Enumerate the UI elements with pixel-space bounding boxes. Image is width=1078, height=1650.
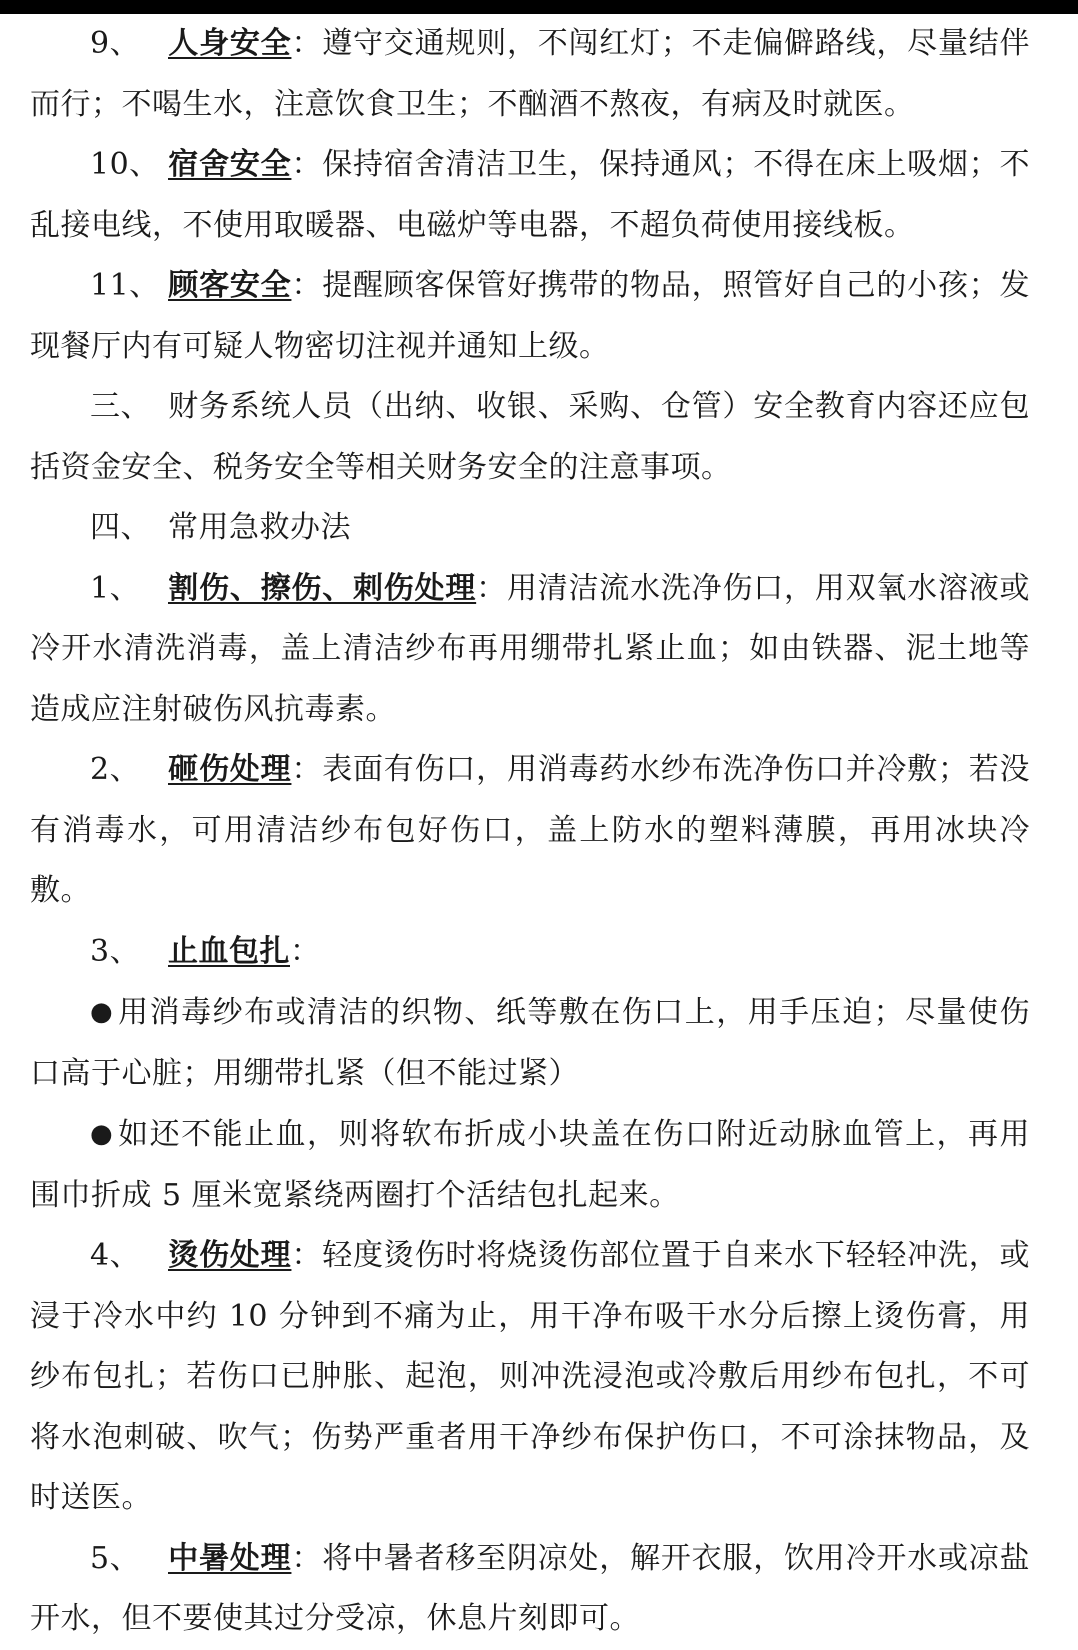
top-status-bar bbox=[0, 0, 1078, 14]
paragraph-burn-treatment bbox=[30, 1226, 1030, 1529]
item-number: 3、 bbox=[90, 933, 141, 969]
paragraph-dorm-safety bbox=[30, 135, 1030, 256]
item-text: 轻度烫伤时将烧烫伤部位置于自来水下轻轻冲洗，或浸于冷水中约 10 分钟到不痛为止，用干净布吸干水分后擦上烫伤膏，用纱布包扎；若伤口已肿胀、起泡，则冲洗浸泡或冷敷后用纱布包扎，不可将水泡刺破、吹气；伤势严重者用干净纱布保护伤口，不可涂抹物品，及时送医。 bbox=[30, 1238, 1031, 1515]
bullet-icon: ● bbox=[90, 1119, 115, 1149]
paragraph-cut-wound bbox=[30, 559, 1030, 741]
item-text: 提醒顾客保管好携带的物品，照管好自己的小孩；发现餐厅内有可疑人物密切注视并通知上级。 bbox=[30, 268, 1031, 364]
item-separator: ： bbox=[291, 147, 323, 182]
section-number: 四、 bbox=[90, 510, 151, 545]
section-title: 常用急救办法 bbox=[168, 510, 351, 545]
item-number: 11、 bbox=[90, 268, 160, 303]
item-number: 5、 bbox=[90, 1540, 141, 1576]
paragraph-customer-safety bbox=[30, 256, 1030, 377]
item-separator: ： bbox=[291, 26, 323, 61]
item-keyword: 人身安全 bbox=[168, 26, 292, 61]
bullet-text: 如还不能止血，则将软布折成小块盖在伤口附近动脉血管上，再用围巾折成 5 厘米宽紧绕两圈打个活结包扎起来。 bbox=[30, 1117, 1031, 1213]
item-text: 表面有伤口，用消毒药水纱布洗净伤口并冷敷；若没有消毒水，可用清洁纱布包好伤口，盖上防水的塑料薄膜，再用冰块冷敷。 bbox=[30, 752, 1031, 908]
section-number: 三、 bbox=[90, 389, 151, 424]
item-number: 4、 bbox=[90, 1238, 141, 1273]
bullet-item-tourniquet bbox=[30, 1104, 1030, 1226]
item-separator: ： bbox=[291, 1540, 323, 1576]
item-keyword: 烫伤处理 bbox=[168, 1238, 292, 1273]
document-body bbox=[30, 14, 1030, 1650]
item-separator: ： bbox=[291, 268, 323, 303]
item-number: 1、 bbox=[90, 570, 141, 606]
item-separator: ： bbox=[291, 752, 323, 787]
item-number: 9、 bbox=[90, 26, 141, 61]
item-keyword: 割伤、擦伤、刺伤处理 bbox=[168, 570, 477, 606]
item-text: 将中暑者移至阴凉处，解开衣服，饮用冷开水或凉盐开水，但不要使其过分受凉，休息片刻即可。 bbox=[30, 1540, 1031, 1636]
item-separator: ： bbox=[291, 1238, 323, 1273]
item-keyword: 顾客安全 bbox=[168, 268, 292, 303]
item-keyword: 宿舍安全 bbox=[168, 147, 292, 182]
bullet-item-compress bbox=[30, 982, 1030, 1104]
bullet-text: 用消毒纱布或清洁的织物、纸等敷在伤口上，用手压迫；尽量使伤口高于心脏；用绷带扎紧（但不能过紧） bbox=[30, 995, 1031, 1091]
item-text: 用清洁流水洗净伤口，用双氧水溶液或冷开水清洗消毒，盖上清洁纱布再用绷带扎紧止血；如由铁器、泥土地等造成应注射破伤风抗毒素。 bbox=[30, 570, 1031, 727]
paragraph-personal-safety bbox=[30, 14, 1030, 135]
paragraph-finance-safety bbox=[30, 377, 1030, 498]
section-text: 财务系统人员（出纳、收银、采购、仓管）安全教育内容还应包括资金安全、税务安全等相关财务安全的注意事项。 bbox=[30, 389, 1030, 485]
item-keyword: 中暑处理 bbox=[168, 1540, 292, 1576]
item-separator: ： bbox=[476, 570, 507, 606]
section-heading-first-aid bbox=[30, 498, 1030, 559]
paragraph-crush-injury bbox=[30, 740, 1030, 922]
bullet-icon: ● bbox=[90, 997, 115, 1027]
item-separator: ： bbox=[290, 933, 321, 969]
item-number: 10、 bbox=[90, 147, 160, 182]
item-keyword: 止血包扎 bbox=[168, 933, 290, 969]
item-text: 遵守交通规则，不闯红灯；不走偏僻路线，尽量结伴而行；不喝生水，注意饮食卫生；不酗酒不熬夜，有病及时就医。 bbox=[30, 26, 1031, 122]
paragraph-bleeding-control bbox=[30, 922, 1030, 983]
paragraph-heatstroke bbox=[30, 1529, 1030, 1650]
item-text: 保持宿舍清洁卫生，保持通风；不得在床上吸烟；不乱接电线，不使用取暖器、电磁炉等电器，不超负荷使用接线板。 bbox=[30, 147, 1031, 243]
item-keyword: 砸伤处理 bbox=[168, 752, 292, 787]
item-number: 2、 bbox=[90, 752, 141, 787]
